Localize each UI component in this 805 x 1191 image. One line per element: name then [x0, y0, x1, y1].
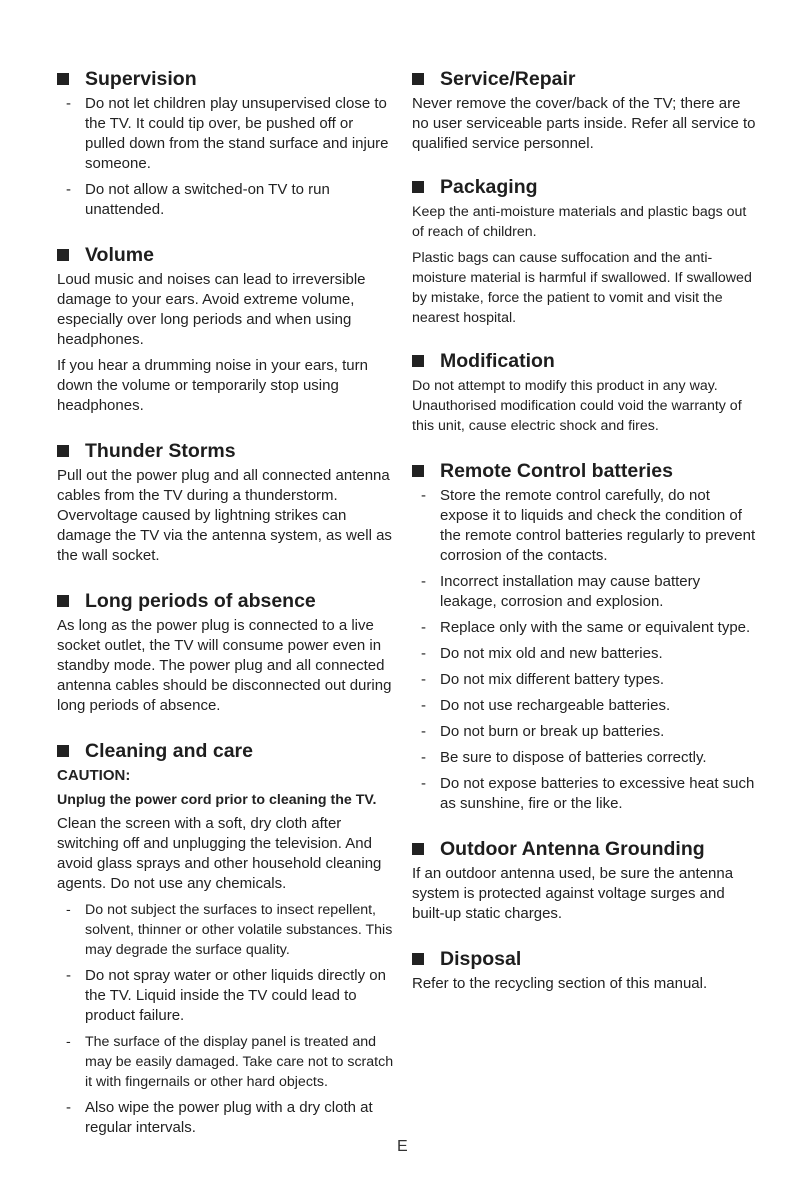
dash-icon: -	[66, 1034, 71, 1050]
dash-icon: -	[421, 749, 426, 766]
dash-icon: -	[421, 619, 426, 636]
section-heading: Outdoor Antenna Grounding	[412, 836, 757, 862]
dash-icon: -	[66, 181, 71, 198]
list-item: - The surface of the display panel is treated and may be easily damaged. Take care not to scratch it with fingernails or other hard objects.	[66, 1034, 394, 1090]
section-heading: Long periods of absence	[57, 588, 397, 614]
section-heading: Packaging	[412, 174, 757, 200]
list-item: - Do not let children play unsupervised close to the TV. It could tip over, be pushed off or pulled down from the stand surface and injure someone.	[66, 95, 389, 172]
square-bullet-icon	[412, 465, 424, 477]
dash-icon: -	[66, 902, 71, 918]
caution-label: CAUTION:	[57, 767, 131, 784]
section-heading: Thunder Storms	[57, 438, 397, 464]
paragraph: As long as the power plug is connected to a live socket outlet, the TV will consume power even in standby mode. The power plug and all connected antenna cables should be disconnected out during long periods of absence.	[57, 617, 392, 714]
list-item: - Do not mix different battery types.	[421, 671, 664, 688]
section-heading: Remote Control batteries	[412, 458, 757, 484]
dash-icon: -	[66, 967, 71, 984]
dash-icon: -	[421, 775, 426, 792]
bullet-list	[57, 900, 397, 1138]
section-remote-control-batteries	[412, 458, 757, 814]
caution-text: Unplug the power cord prior to cleaning the TV.	[57, 792, 377, 808]
paragraph: Do not attempt to modify this product in any way. Unauthorised modification could void the warranty of this unit, cause electric shock and fires.	[412, 378, 742, 434]
list-item: - Do not use rechargeable batteries.	[421, 697, 671, 714]
section-long-periods-of-absence	[57, 588, 397, 716]
list-item: - Do not mix old and new batteries.	[421, 645, 663, 662]
dash-icon: -	[421, 487, 426, 504]
list-item: - Incorrect installation may cause battery leakage, corrosion and explosion.	[421, 573, 701, 610]
list-item: - Replace only with the same or equivalent type.	[421, 619, 751, 636]
paragraph: If you hear a drumming noise in your ears, turn down the volume or temporarily stop using headphones.	[57, 357, 368, 414]
dash-icon: -	[421, 697, 426, 714]
left-column	[57, 66, 397, 1144]
section-heading: Volume	[57, 242, 397, 268]
list-item: - Do not allow a switched-on TV to run unattended.	[66, 181, 330, 218]
section-heading: Cleaning and care	[57, 738, 397, 764]
section-heading: Supervision	[57, 66, 397, 92]
list-item: - Do not burn or break up batteries.	[421, 723, 665, 740]
square-bullet-icon	[57, 73, 69, 85]
square-bullet-icon	[412, 843, 424, 855]
square-bullet-icon	[57, 249, 69, 261]
right-column	[412, 66, 757, 1000]
section-service-repair	[412, 66, 757, 154]
section-heading: Disposal	[412, 946, 757, 972]
square-bullet-icon	[57, 595, 69, 607]
square-bullet-icon	[57, 445, 69, 457]
dash-icon: -	[421, 671, 426, 688]
section-disposal	[412, 946, 757, 994]
list-item: - Do not subject the surfaces to insect repellent, solvent, thinner or other volatile substances. This may degrade the surface quality.	[66, 902, 393, 958]
section-cleaning-and-care	[57, 738, 397, 1138]
list-item: - Store the remote control carefully, do not expose it to liquids and check the condition of the remote control batteries regularly to prevent corrosion of the contacts.	[421, 487, 756, 564]
dash-icon: -	[421, 573, 426, 590]
bullet-list	[57, 94, 397, 220]
paragraph: Loud music and noises can lead to irreversible damage to your ears. Avoid extreme volume, especially over long periods and when using headphones.	[57, 271, 366, 348]
square-bullet-icon	[412, 73, 424, 85]
paragraph: Pull out the power plug and all connected antenna cables from the TV during a thunderstorm. Overvoltage caused by lightning strikes can damage the TV via the antenna system, as well as the wall socket.	[57, 467, 392, 564]
page-footer-label: E	[397, 1138, 408, 1155]
dash-icon: -	[66, 1099, 71, 1116]
list-item: - Be sure to dispose of batteries correctly.	[421, 749, 707, 766]
paragraph: Never remove the cover/back of the TV; there are no user serviceable parts inside. Refer all service to qualified service personnel.	[412, 95, 756, 152]
dash-icon: -	[421, 723, 426, 740]
list-item: - Do not expose batteries to excessive heat such as sunshine, fire or the like.	[421, 775, 755, 812]
section-thunder-storms	[57, 438, 397, 566]
list-item: - Also wipe the power plug with a dry cloth at regular intervals.	[66, 1099, 373, 1136]
paragraph: Clean the screen with a soft, dry cloth after switching off and unplugging the television. And avoid glass sprays and other household cleaning agents. Do not use any chemicals.	[57, 815, 382, 892]
section-heading: Service/Repair	[412, 66, 757, 92]
paragraph: If an outdoor antenna used, be sure the antenna system is protected against voltage surges and built-up static charges.	[412, 865, 734, 922]
bullet-list	[412, 486, 757, 814]
paragraph: Plastic bags can cause suffocation and the anti-moisture material is harmful if swallowed. If swallowed by mistake, force the patient to vomit and visit the nearest hospital.	[412, 250, 752, 326]
section-heading: Modification	[412, 348, 757, 374]
square-bullet-icon	[57, 745, 69, 757]
dash-icon: -	[66, 95, 71, 112]
section-volume	[57, 242, 397, 416]
section-packaging	[412, 174, 757, 328]
list-item: - Do not spray water or other liquids directly on the TV. Liquid inside the TV could lead to product failure.	[66, 967, 386, 1024]
section-supervision	[57, 66, 397, 220]
square-bullet-icon	[412, 355, 424, 367]
section-modification	[412, 348, 757, 436]
square-bullet-icon	[412, 953, 424, 965]
paragraph: Refer to the recycling section of this manual.	[412, 975, 708, 992]
paragraph: Keep the anti-moisture materials and plastic bags out of reach of children.	[412, 204, 747, 240]
dash-icon: -	[421, 645, 426, 662]
section-outdoor-antenna-grounding	[412, 836, 757, 924]
square-bullet-icon	[412, 181, 424, 193]
